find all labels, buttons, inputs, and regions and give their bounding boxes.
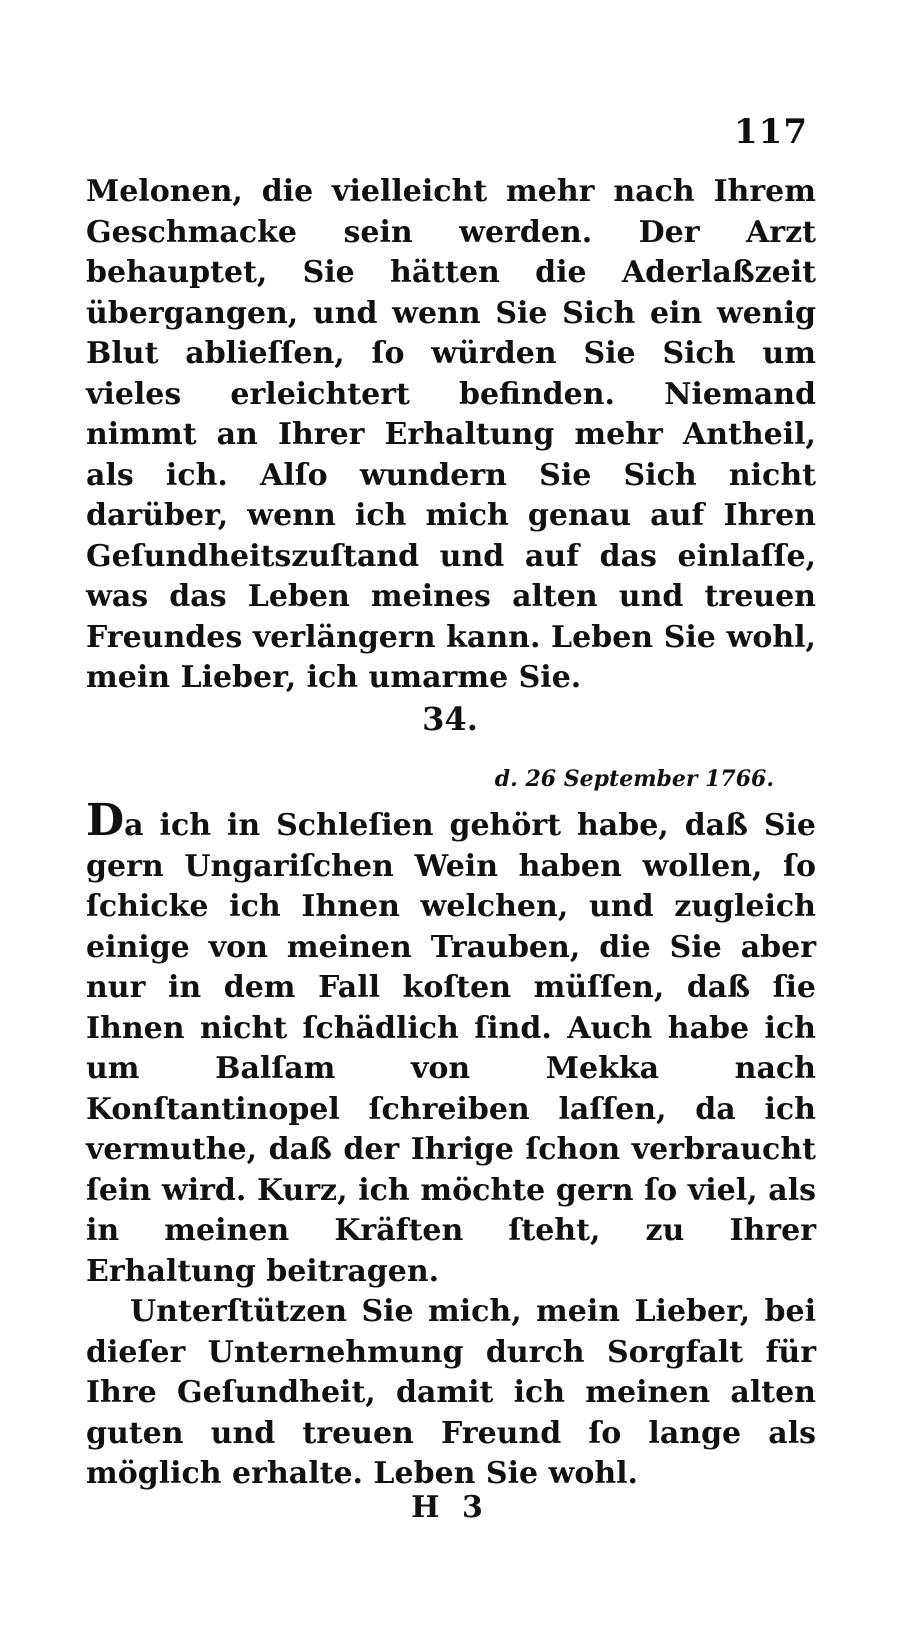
page-number: 117 — [734, 112, 808, 152]
drop-cap: D — [86, 795, 125, 846]
continuation-text: Melonen, die vielleicht mehr nach Ihrem Geschmacke sein werden. Der Arzt behauptet, Sie hätten die Aderlaßzeit übergangen, und wenn Sie Sich ein wenig Blut ablieſſen, ſo würden Sie Sich um vieles erleichtert befinden. Niemand nimmt an Ihrer Erhaltung mehr Antheil, als ich. Alſo wundern Sie Sich nicht darüber, wenn ich mich genau auf Ihren Geſundheitszuſtand und auf das einlaſſe, was das Leben meines alten und treuen Freundes verlängern kann. Leben Sie wohl, mein Lieber, ich umarme Sie. — [86, 174, 816, 695]
letter-body — [86, 795, 816, 1495]
letter-date: d. 26 September 1766. — [494, 766, 774, 792]
letter-number: 34. — [422, 700, 478, 738]
printer-signature-mark: H 3 — [411, 1490, 489, 1525]
letter-paragraph-2: Unterſtützen Sie mich, mein Lieber, bei dieſer Unternehmung durch Sorgfalt für Ihre Geſundheit, damit ich meinen alten guten und treuen Freund ſo lange als möglich erhalte. Leben Sie wohl. — [86, 1294, 816, 1491]
letter-paragraph-1-text: a ich in Schleſien gehört habe, daß Sie gern Ungariſchen Wein haben wollen, ſo ſchicke ich Ihnen welchen, und zugleich einige von meinen Trauben, die Sie aber nur in dem Fall koſten müſſen, daß ſie Ihnen nicht ſchädlich ſind. Auch habe ich um Balſam von Mekka nach Konſtantinopel ſchreiben laſſen, da ich vermuthe, daß der Ihrige ſchon verbraucht ſein wird. Kurz, ich möchte gern ſo viel, als in meinen Kräften ſteht, zu Ihrer Erhaltung beitragen. — [86, 808, 816, 1289]
continuation-paragraph — [86, 172, 816, 699]
letter-paragraph-1 — [86, 795, 816, 1292]
